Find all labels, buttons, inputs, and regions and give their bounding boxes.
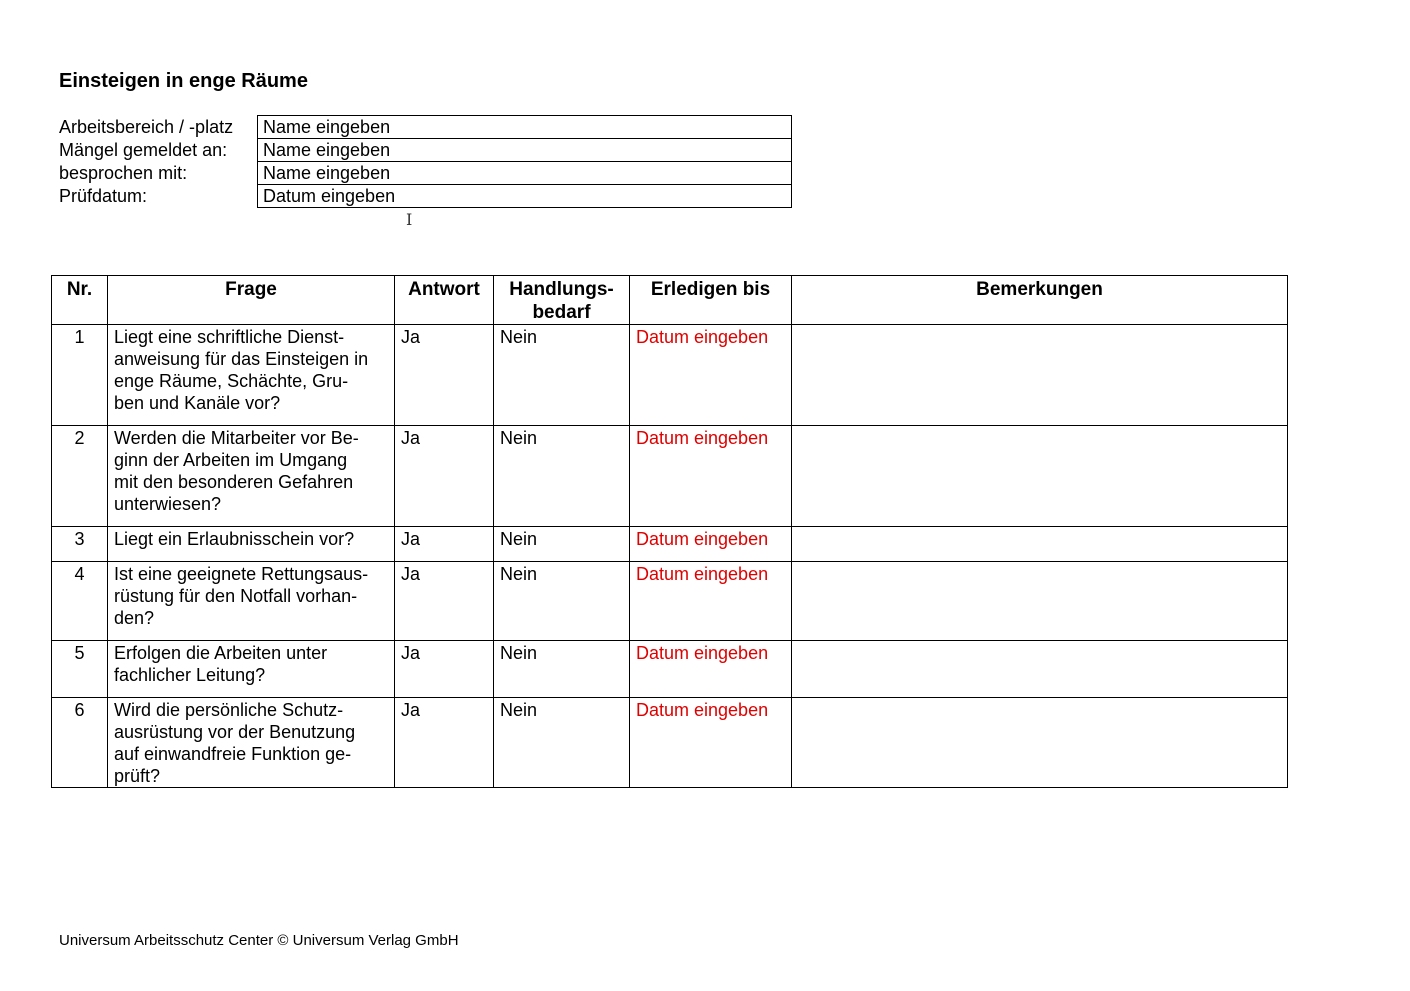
remarks-field[interactable] [792,426,1288,527]
row-question [108,562,395,641]
answer-nein[interactable]: Nein [494,325,630,426]
row-nr: 4 [52,562,108,641]
question-line: Liegt eine schriftliche Dienst- [114,327,345,347]
row-question [108,641,395,698]
footer-copyright: Universum Arbeitsschutz Center © Universum Verlag GmbH [59,932,459,949]
header-bemerkungen: Bemerkungen [792,276,1288,325]
question-line: enge Räume, Schächte, Gru- [114,371,349,391]
remarks-field[interactable] [792,641,1288,698]
field-maengel-gemeldet[interactable]: Name eingeben [258,139,791,162]
answer-nein[interactable]: Nein [494,527,630,562]
header-nr: Nr. [52,276,108,325]
answer-nein[interactable]: Nein [494,641,630,698]
question-line: Wird die persönliche Schutz- [114,700,344,720]
question-line: ben und Kanäle vor? [114,393,281,413]
header-frage: Frage [108,276,395,325]
question-line: Liegt ein Erlaubnisschein vor? [114,529,355,549]
table-row [52,325,1288,426]
table-row [52,426,1288,527]
row-nr: 5 [52,641,108,698]
row-nr: 6 [52,698,108,788]
question-line: anweisung für das Einsteigen in [114,349,369,369]
field-besprochen-mit[interactable]: Name eingeben [258,162,791,185]
document-title: Einsteigen in enge Räume [59,70,308,92]
label-maengel-gemeldet: Mängel gemeldet an: [59,140,228,160]
due-date-field[interactable]: Datum eingeben [630,426,792,527]
question-line: mit den besonderen Gefahren [114,472,354,492]
question-line: ausrüstung vor der Benutzung [114,722,356,742]
row-question [108,698,395,788]
header-handlungsbedarf-line1: Handlungs- [509,279,614,300]
question-line: den? [114,608,155,628]
label-pruefdatum: Prüfdatum: [59,186,148,206]
header-antwort: Antwort [395,276,494,325]
row-nr: 3 [52,527,108,562]
question-line: auf einwandfreie Funktion ge- [114,744,352,764]
field-arbeitsbereich[interactable]: Name eingeben [258,116,791,139]
remarks-field[interactable] [792,698,1288,788]
field-pruefdatum[interactable]: Datum eingeben [258,185,791,208]
answer-ja[interactable]: Ja [395,426,494,527]
answer-ja[interactable]: Ja [395,527,494,562]
table-header-row [52,276,1288,325]
question-line: prüft? [114,766,161,786]
question-line: rüstung für den Notfall vorhan- [114,586,358,606]
table-row [52,641,1288,698]
question-line: unterwiesen? [114,494,222,514]
row-nr: 1 [52,325,108,426]
answer-ja[interactable]: Ja [395,698,494,788]
question-line: ginn der Arbeiten im Umgang [114,450,348,470]
answer-nein[interactable]: Nein [494,698,630,788]
label-besprochen-mit: besprochen mit: [59,163,188,183]
meta-labels [59,116,233,208]
remarks-field[interactable] [792,527,1288,562]
due-date-field[interactable]: Datum eingeben [630,562,792,641]
answer-nein[interactable]: Nein [494,426,630,527]
remarks-field[interactable] [792,325,1288,426]
text-cursor-icon: I [406,210,413,229]
meta-fields [257,115,792,208]
question-line: Erfolgen die Arbeiten unter [114,643,328,663]
table-row [52,562,1288,641]
header-handlungsbedarf [494,276,630,325]
question-line: Ist eine geeignete Rettungsaus- [114,564,369,584]
row-question [108,527,395,562]
header-handlungsbedarf-line2: bedarf [532,302,591,323]
question-line: Werden die Mitarbeiter vor Be- [114,428,359,448]
answer-nein[interactable]: Nein [494,562,630,641]
answer-ja[interactable]: Ja [395,641,494,698]
table-row [52,698,1288,788]
answer-ja[interactable]: Ja [395,325,494,426]
table-row [52,527,1288,562]
label-arbeitsbereich: Arbeitsbereich / -platz [59,117,234,137]
due-date-field[interactable]: Datum eingeben [630,527,792,562]
row-question [108,426,395,527]
answer-ja[interactable]: Ja [395,562,494,641]
row-question [108,325,395,426]
header-erledigen-bis: Erledigen bis [630,276,792,325]
due-date-field[interactable]: Datum eingeben [630,325,792,426]
checklist-table [51,275,1288,788]
remarks-field[interactable] [792,562,1288,641]
due-date-field[interactable]: Datum eingeben [630,641,792,698]
due-date-field[interactable]: Datum eingeben [630,698,792,788]
row-nr: 2 [52,426,108,527]
question-line: fachlicher Leitung? [114,665,266,685]
